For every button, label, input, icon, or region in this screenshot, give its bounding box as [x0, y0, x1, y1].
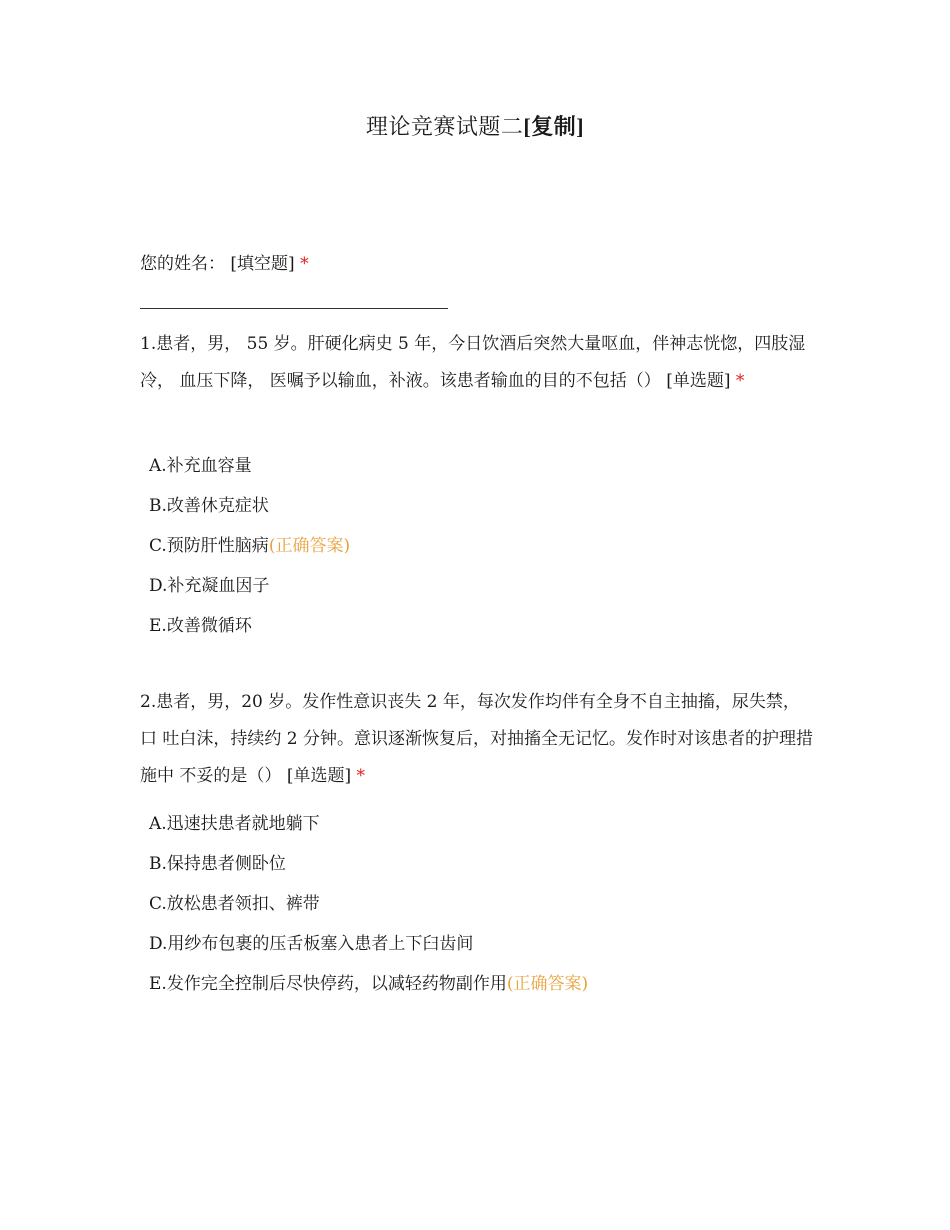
- name-question-type: [填空题]: [230, 254, 295, 274]
- question-2-text: 2.患者，男，20 岁。发作性意识丧失 2 年，每次发作均伴有全身不自主抽搐，尿失禁， 口 吐白沫，持续约 2 分钟。意识逐渐恢复后，对抽搐全无记忆。发作时对该患者的护理措施中 不妥的是（）: [140, 692, 814, 786]
- option-label: C.放松患者领扣、裤带: [149, 894, 320, 914]
- question-2-option-e[interactable]: [149, 964, 829, 1004]
- option-label: D.用纱布包裹的压舌板塞入患者上下臼齿间: [149, 934, 474, 954]
- question-1-option-a[interactable]: [149, 446, 829, 486]
- question-1-required-mark: *: [735, 371, 745, 391]
- question-1: [140, 326, 820, 400]
- name-answer-line[interactable]: [140, 308, 448, 309]
- option-label: D.补充凝血因子: [149, 576, 270, 596]
- question-2-option-a[interactable]: [149, 804, 829, 844]
- question-2-required-mark: *: [356, 766, 365, 786]
- question-1-option-b[interactable]: [149, 486, 829, 526]
- correct-answer-note: (正确答案): [268, 536, 351, 556]
- option-label: E.发作完全控制后尽快停药，以减轻药物副作用: [149, 974, 507, 994]
- question-1-option-d[interactable]: [149, 566, 829, 606]
- question-2: [140, 684, 820, 795]
- question-2-type: [单选题]: [286, 766, 352, 786]
- question-1-text: 1.患者，男， 55 岁。肝硬化病史 5 年，今日饮酒后突然大量呕血，伴神志恍惚，四肢湿冷， 血压下降， 医嘱予以输血，补液。该患者输血的目的不包括（）: [140, 334, 806, 391]
- name-question: [140, 250, 309, 278]
- title-main: 理论竞赛试题二: [365, 115, 524, 140]
- option-label: A.迅速扶患者就地躺下: [149, 814, 320, 834]
- question-2-option-c[interactable]: [149, 884, 829, 924]
- question-2-option-d[interactable]: [149, 924, 829, 964]
- question-2-options: [149, 804, 829, 1004]
- option-label: C.预防肝性脑病: [149, 536, 269, 556]
- question-1-options: [149, 446, 829, 646]
- required-mark: *: [300, 254, 309, 274]
- question-2-option-b[interactable]: [149, 844, 829, 884]
- question-1-option-e[interactable]: [149, 606, 829, 646]
- question-1-option-c[interactable]: [149, 526, 829, 566]
- page-title: [0, 112, 950, 143]
- question-1-type: [单选题]: [666, 371, 731, 391]
- correct-answer-note: (正确答案): [506, 974, 589, 994]
- option-label: A.补充血容量: [149, 456, 252, 476]
- title-copy-tag: [复制]: [523, 114, 585, 139]
- option-label: B.改善休克症状: [149, 496, 269, 516]
- option-label: E.改善微循环: [149, 616, 252, 636]
- name-label: 您的姓名：: [140, 254, 225, 274]
- option-label: B.保持患者侧卧位: [149, 854, 286, 874]
